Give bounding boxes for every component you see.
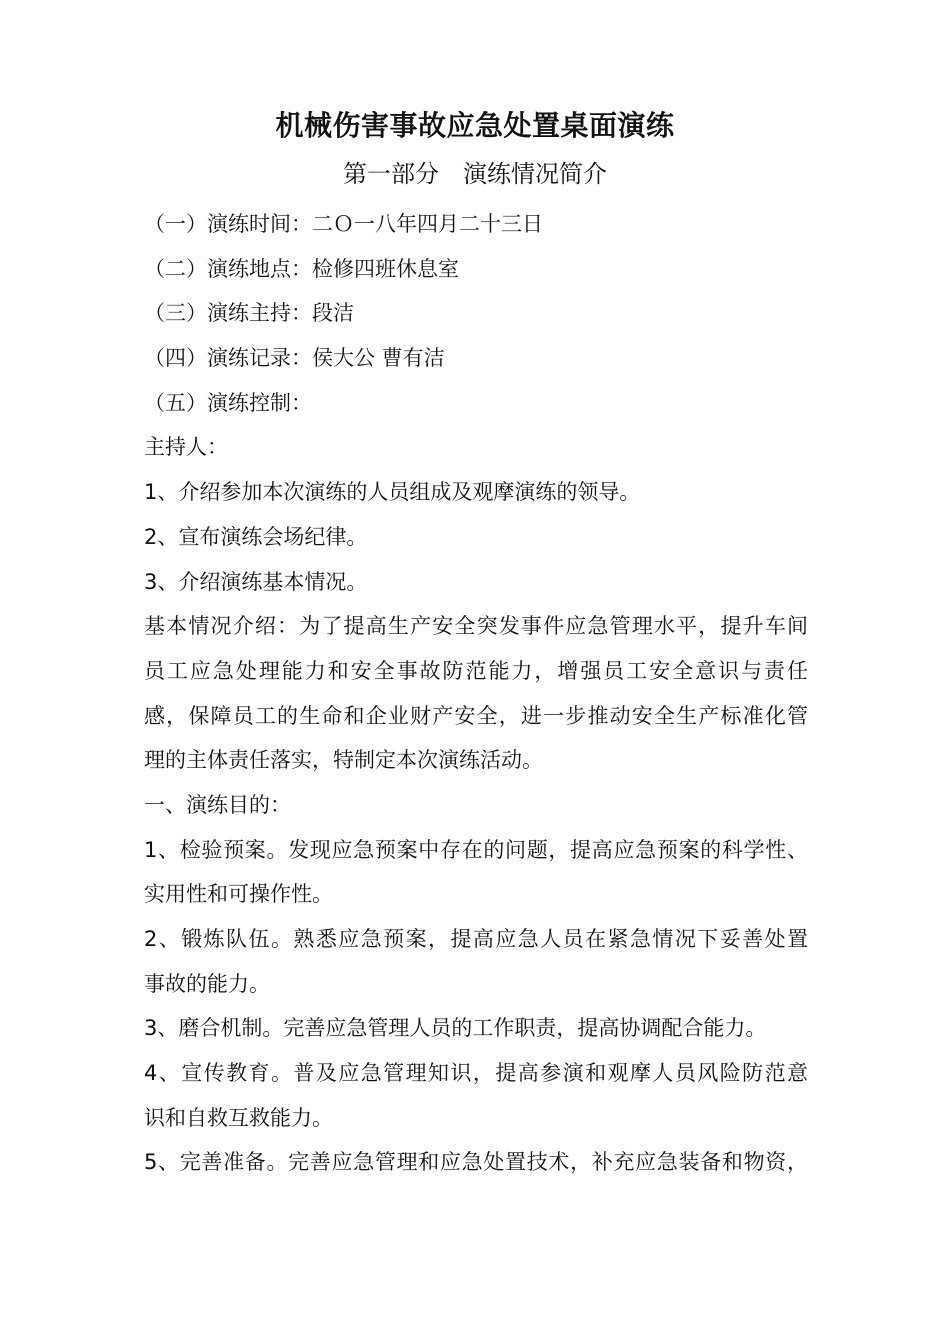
purpose-item-2: 2、锻炼队伍。熟悉应急预案，提高应急人员在紧急情况下妥善处置 xyxy=(144,927,808,951)
host-step-3: 3、介绍演练基本情况。 xyxy=(144,569,368,594)
intro-paragraph-line: 基本情况介绍：为了提高生产安全突发事件应急管理水平，提升车间 xyxy=(144,614,808,639)
purpose-heading: 一、演练目的： xyxy=(144,792,291,817)
drill-control-line: （五）演练控制： xyxy=(144,390,312,415)
purpose-item-1: 1、检验预案。发现应急预案中存在的问题，提高应急预案的科学性、 xyxy=(144,837,808,862)
host-step-1: 1、介绍参加本次演练的人员组成及观摩演练的领导。 xyxy=(144,480,641,505)
drill-host-line: （三）演练主持：段洁 xyxy=(144,301,354,326)
host-step-2: 2、宣布演练会场纪律。 xyxy=(144,524,368,549)
drill-recorder-line: （四）演练记录：侯大公 曹有洁 xyxy=(144,346,445,371)
document-body xyxy=(144,202,808,1185)
host-label: 主持人： xyxy=(144,435,228,460)
purpose-item-4-cont: 识和自救互救能力。 xyxy=(144,1105,333,1130)
intro-paragraph-line: 感，保障员工的生命和企业财产安全，进一步推动安全生产标准化管 xyxy=(144,703,808,728)
purpose-item-3: 3、磨合机制。完善应急管理人员的工作职责，提高协调配合能力。 xyxy=(144,1016,767,1041)
intro-paragraph-line: 员工应急处理能力和安全事故防范能力，增强员工安全意识与责任 xyxy=(144,658,808,683)
drill-time-line: （一）演练时间：二Ｏ一八年四月二十三日 xyxy=(144,212,543,236)
purpose-item-4: 4、宣传教育。普及应急管理知识，提高参演和观摩人员风险防范意 xyxy=(144,1061,808,1086)
purpose-item-1-cont: 实用性和可操作性。 xyxy=(144,882,333,907)
intro-paragraph-line: 理的主体责任落实，特制定本次演练活动。 xyxy=(144,748,543,773)
purpose-item-5: 5、完善准备。完善应急管理和应急处置技术，补充应急装备和物资， xyxy=(144,1150,808,1175)
document-title: 机械伤害事故应急处置桌面演练 xyxy=(275,109,675,142)
section-heading: 第一部分 演练情况简介 xyxy=(343,160,607,188)
purpose-item-2-cont: 事故的能力。 xyxy=(144,971,270,996)
drill-location-line: （二）演练地点：检修四班休息室 xyxy=(144,256,459,281)
